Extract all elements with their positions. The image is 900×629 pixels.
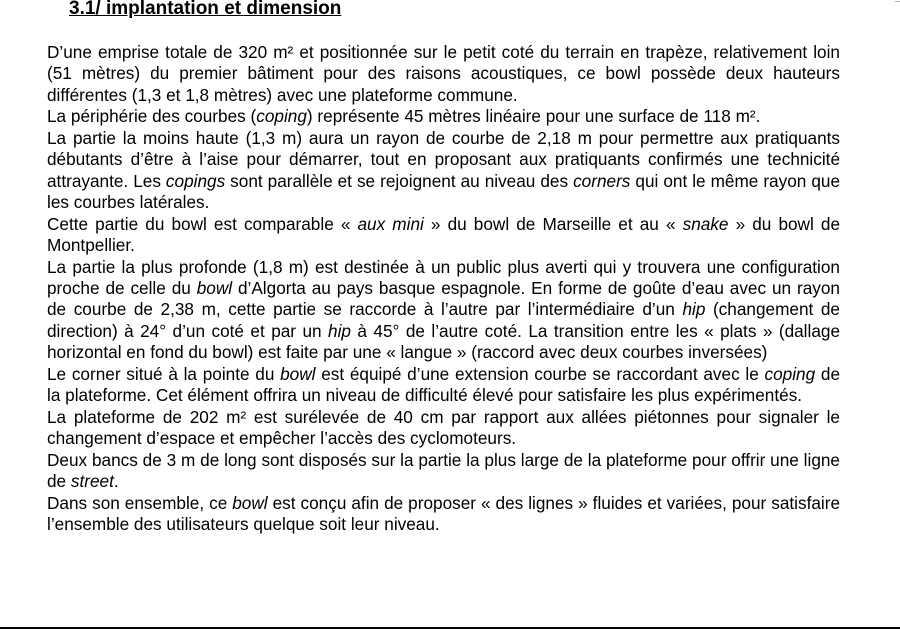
paragraph-comparaison (47, 214, 840, 257)
italic-term: coping (256, 106, 307, 127)
text-run: de la plateforme. Cet élément offrira un niveau de difficulté élevé pour satisfaire les plus expérimentés. (47, 363, 840, 406)
paragraph-partie-profonde (47, 257, 840, 364)
italic-term: bowl (232, 492, 268, 513)
paragraph-bancs (47, 450, 840, 493)
text-run: ) représente 45 mètres linéaire pour une surface de 118 m². (306, 106, 761, 127)
text-run: Le corner situé à la pointe du (47, 363, 281, 384)
italic-term: corners (573, 170, 631, 191)
section-heading-text: 3.1/ implantation et dimension (69, 0, 342, 19)
section-heading (69, 0, 341, 20)
text-run: La partie la plus profonde (1,8 m) est destinée à un public plus averti qui y trouvera une configuration proche de celle du (47, 256, 840, 298)
document-body (47, 42, 840, 535)
italic-term: hip (328, 320, 351, 341)
text-run: d’Algorta au pays basque espagnole. En forme de goûte d’eau avec un rayon de courbe de 2,38 m, cette partie se raccorde à l’autre par l’intermédiaire d’un (47, 277, 840, 320)
text-run: qui ont le même rayon que les courbes latérales. (47, 170, 841, 213)
text-run: est conçu afin de proposer « des lignes » fluides et variées, pour satisfaire l’ensemble des utilisateurs quelque soit leur niveau. (47, 492, 841, 534)
paragraph-corner (47, 364, 840, 407)
italic-term: bowl (196, 277, 233, 298)
text-run: sont parallèle et se rejoignent au niveau des (225, 170, 574, 191)
paragraph-emprise (47, 42, 840, 106)
paragraph-partie-basse (47, 128, 840, 214)
paragraph-coping (47, 106, 840, 127)
text-run: D’une emprise totale de 320 m² et positionnée sur le petit coté du terrain en trapèze, relativement loin (51 mètres) du premier bâtiment pour des raisons acoustiques, ce bowl possède deux hauteurs différentes (1,3 et 1,8 mètres) avec une plateforme commune. (47, 42, 840, 105)
italic-term: coping (764, 363, 816, 384)
italic-term: bowl (280, 363, 316, 384)
text-run: . (113, 471, 119, 492)
text-run: Dans son ensemble, ce (47, 492, 233, 513)
text-run: La plateforme de 202 m² est surélevée de 40 cm par rapport aux allées piétonnes pour signaler le changement d’espace et empêcher l’accès des cyclomoteurs. (47, 406, 840, 449)
italic-term: copings (165, 170, 226, 191)
italic-term: hip (682, 299, 706, 320)
italic-term: snake (682, 213, 729, 234)
text-run: La partie la moins haute (1,3 m) aura un rayon de courbe de 2,18 m pour permettre aux pratiquants débutants d’être à l’aise pour démarrer, tout en proposant aux pratiquants confirmés une technicité attrayante. Les (47, 127, 840, 191)
text-run: Cette partie du bowl est comparable « (47, 213, 358, 234)
text-run: (changement de direction) à 24° d’un coté et par un (47, 299, 840, 341)
text-run: à 45° de l’autre coté. La transition entre les « plats » (dallage horizontal en fond du bowl) est faite par une « langue » (raccord avec deux courbes inversées) (47, 320, 840, 363)
text-run: est équipé d’une extension courbe se raccordant avec le (315, 363, 765, 384)
text-run: » du bowl de Marseille et au « (423, 213, 683, 234)
italic-term: street (70, 471, 114, 492)
paragraph-plateforme (47, 407, 840, 450)
page-edge-mark (895, 1, 900, 2)
text-run: Deux bancs de 3 m de long sont disposés sur la partie la plus large de la plateforme pour offrir une ligne de (47, 449, 840, 492)
text-run: La périphérie des courbes ( (47, 106, 257, 127)
paragraph-ensemble (47, 493, 840, 536)
text-run: » du bowl de Montpellier. (47, 213, 841, 256)
italic-term: aux mini (357, 213, 424, 234)
